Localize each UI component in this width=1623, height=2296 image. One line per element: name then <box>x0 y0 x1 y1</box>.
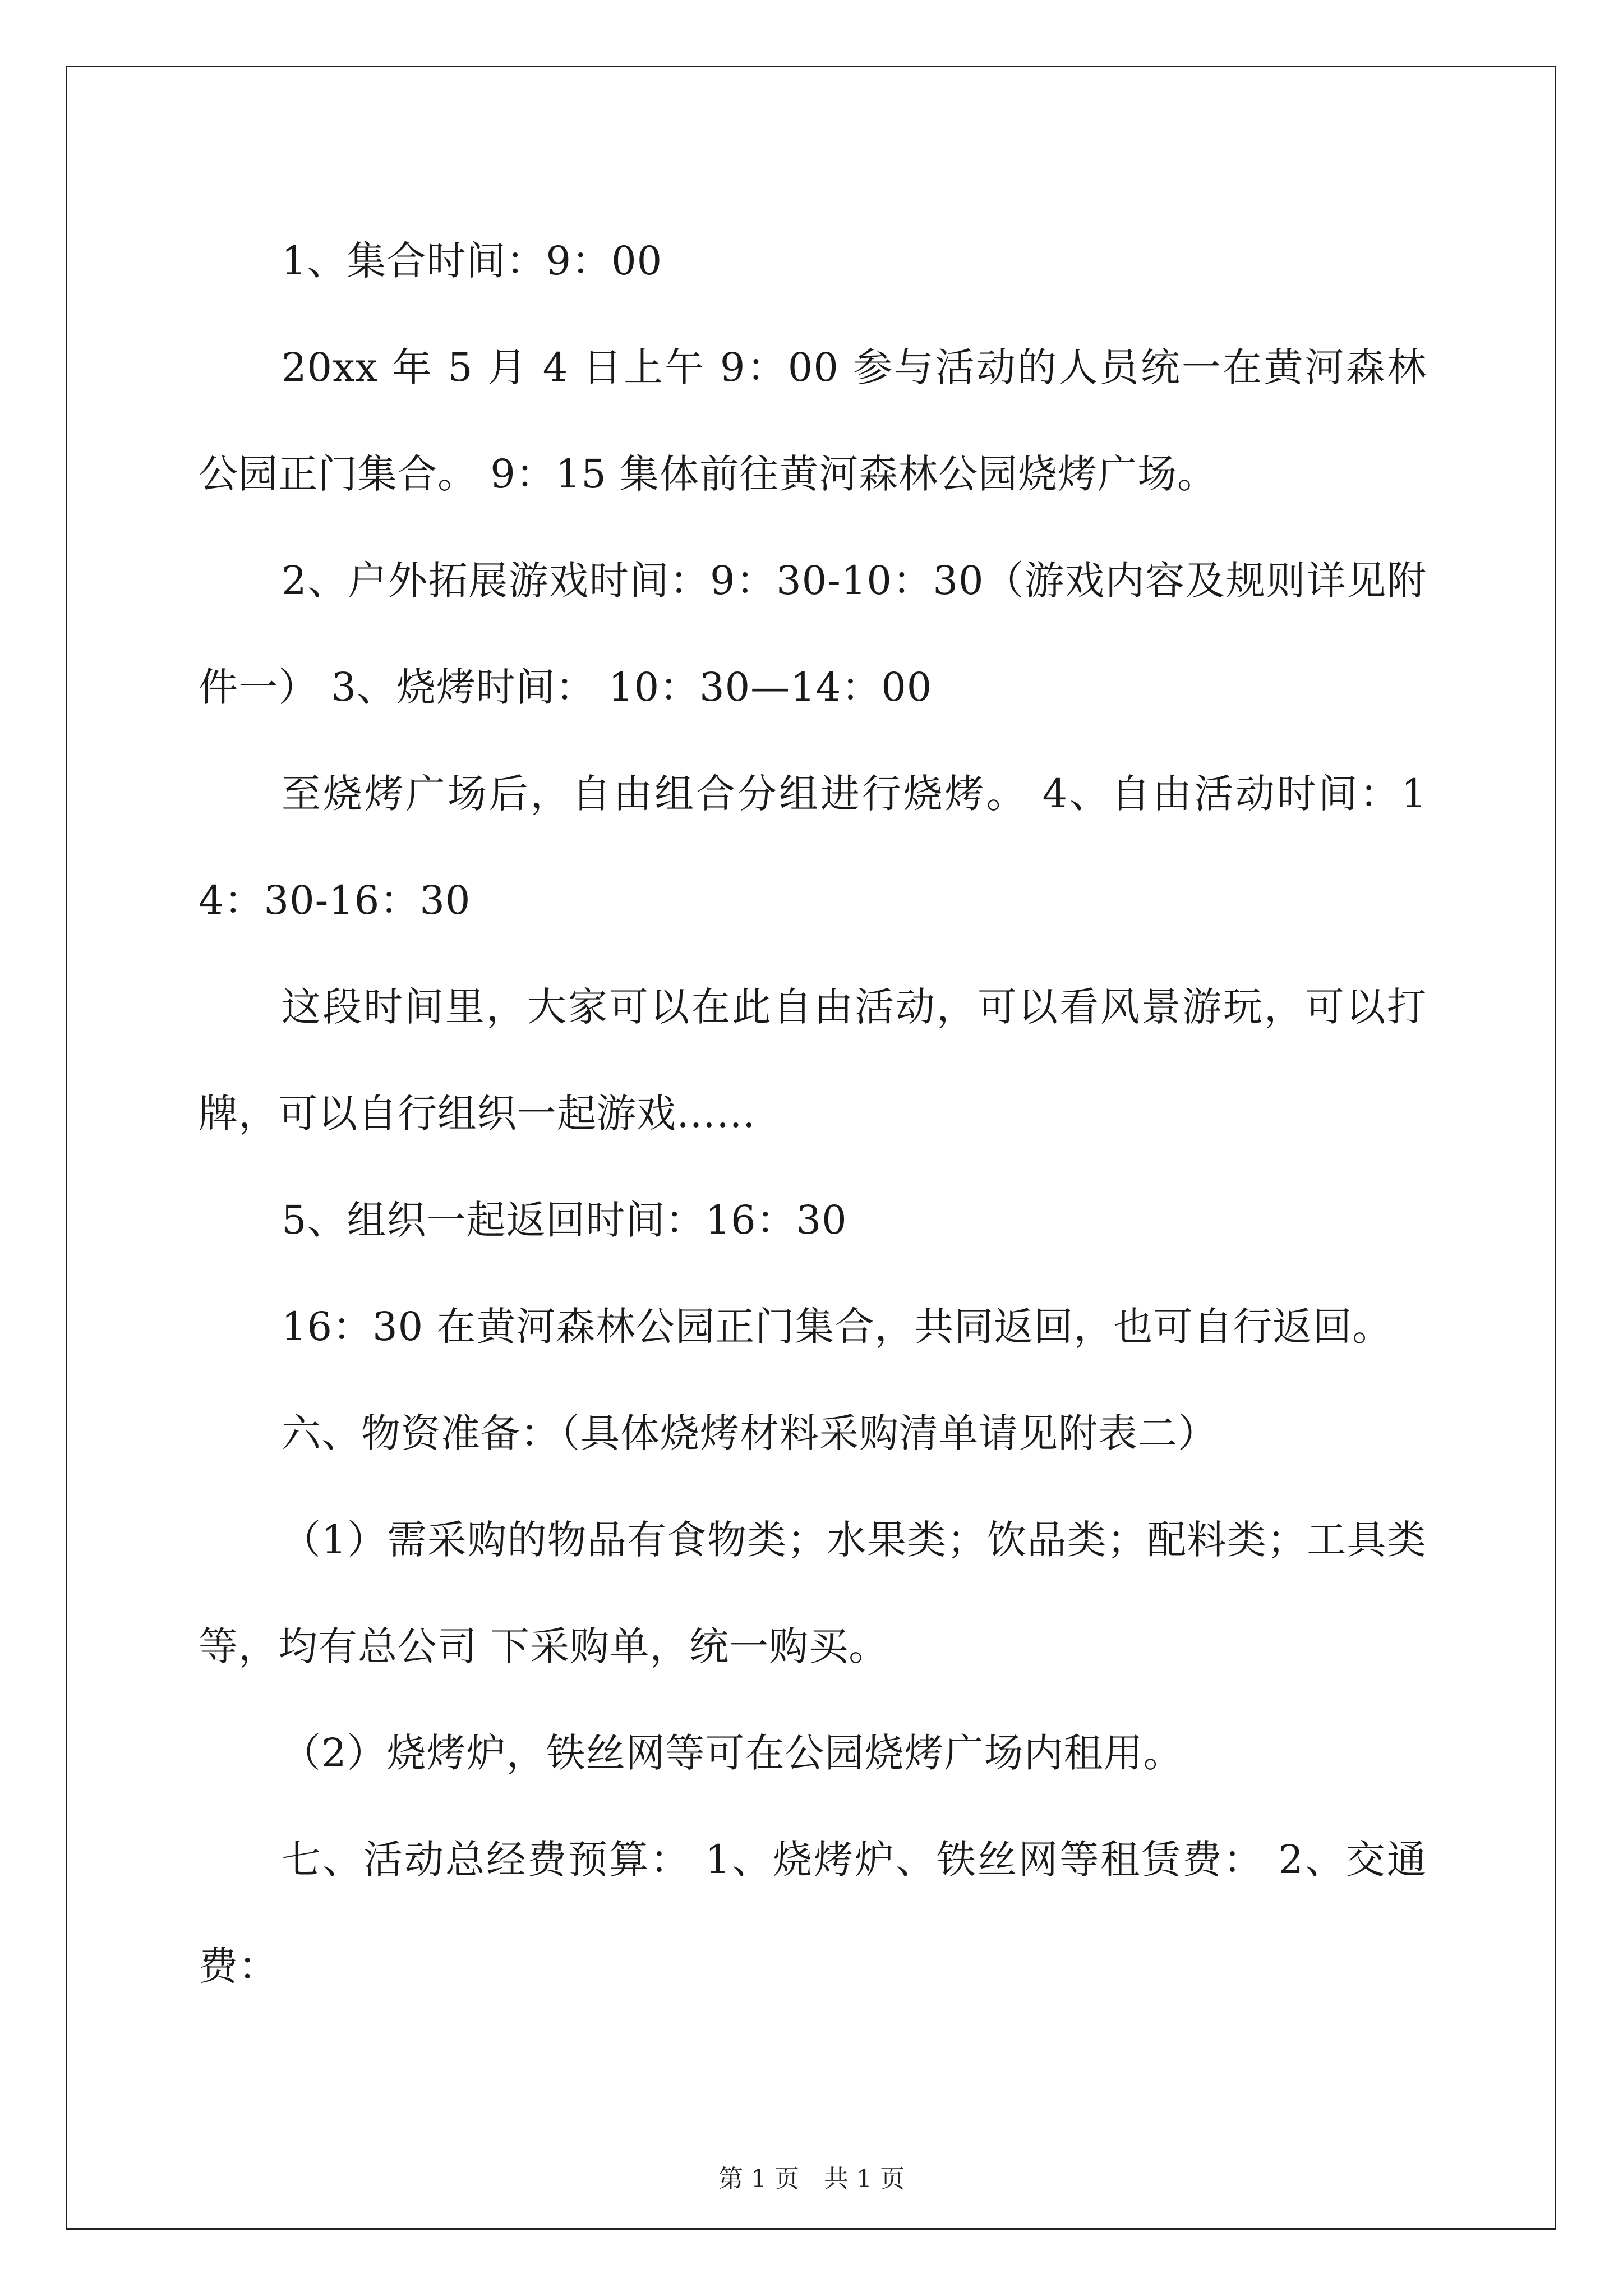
paragraph-assembly-time: 1、集合时间：9：00 <box>282 238 663 284</box>
paragraph-supplies-heading: 六、物资准备：（具体烧烤材料采购清单请见附表二） <box>282 1410 1218 1456</box>
paragraph-supplies-rental: （2）烧烤炉，铁丝网等可在公园烧烤广场内租用。 <box>282 1730 1183 1776</box>
paragraph-return-time: 5、组织一起返回时间：16：30 <box>282 1197 847 1243</box>
paragraph-assembly-detail: 20xx 年 5 月 4 日上午 9：00 参与活动的人员统一在黄河森林公园正门集合。 9：15 集体前往黄河森林公园烧烤广场。 <box>199 344 1427 497</box>
paragraph-supplies-purchase: （1）需采购的物品有食物类；水果类；饮品类；配料类；工具类等，均有总公司 下采购单，统一购买。 <box>199 1517 1427 1669</box>
paragraph-bbq-groups: 至烧烤广场后，自由组合分组进行烧烤。 4、自由活动时间：14：30-16：30 <box>199 771 1427 923</box>
paragraph-free-activities: 这段时间里，大家可以在此自由活动，可以看风景游玩，可以打牌，可以自行组织一起游戏…… <box>199 984 1427 1137</box>
page-footer: 第 1 页 共 1 页 <box>718 2165 905 2193</box>
document-body <box>199 208 1427 2019</box>
paragraph-budget: 七、活动总经费预算： 1、烧烤炉、铁丝网等租赁费： 2、交通费： <box>199 1837 1427 1989</box>
paragraph-return-detail: 16：30 在黄河森林公园正门集合，共同返回，也可自行返回。 <box>282 1304 1393 1350</box>
paragraph-outdoor-games: 2、户外拓展游戏时间：9：30-10：30（游戏内容及规则详见附件一） 3、烧烤时间： 10：30—14：00 <box>199 558 1427 710</box>
